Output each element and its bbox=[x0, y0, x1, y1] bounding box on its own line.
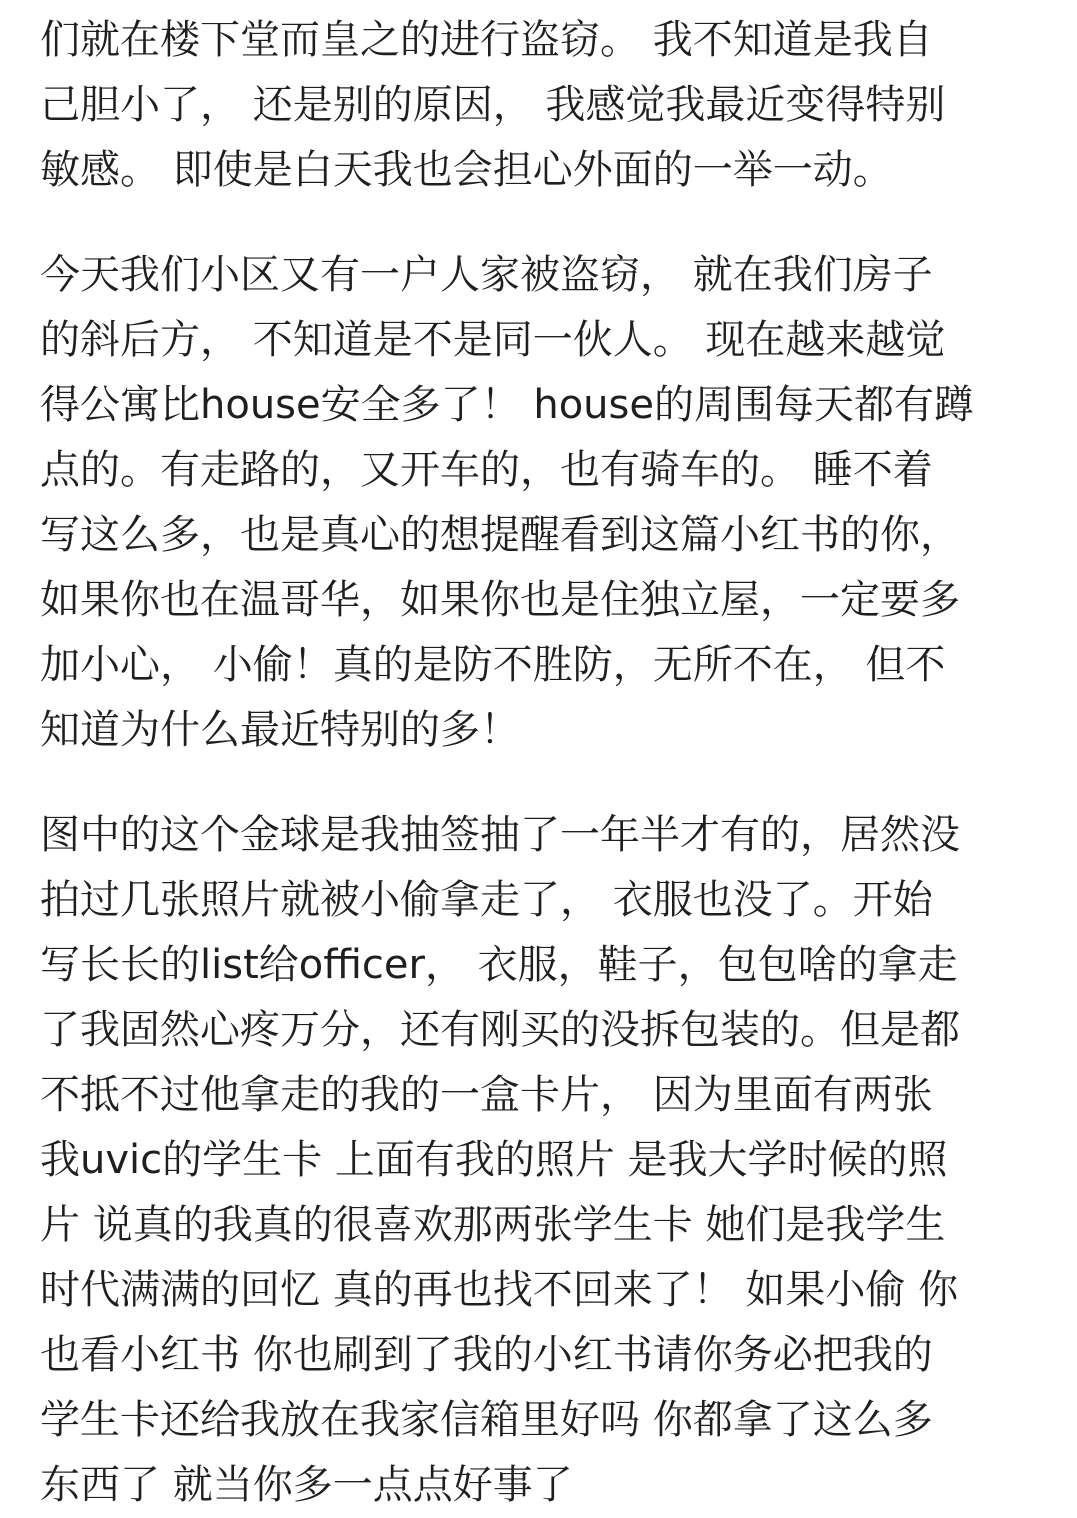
text-line: 拍过几张照片就被小偷拿走了， 衣服也没了。开始 bbox=[40, 877, 933, 923]
text-line: 写这么多，也是真心的想提醒看到这篇小红书的你， bbox=[40, 512, 960, 558]
paragraph-2 bbox=[40, 243, 1047, 763]
text-line: 学生卡还给我放在我家信箱里好吗 你都拿了这么多 bbox=[40, 1397, 933, 1443]
paragraph-3 bbox=[40, 803, 1047, 1518]
paragraph-spacer bbox=[40, 763, 1047, 803]
text-line: 们就在楼下堂而皇之的进行盗窃。 我不知道是我自 bbox=[40, 17, 933, 63]
text-line: 写长长的list给officer， 衣服，鞋子，包包啥的拿走 bbox=[40, 942, 958, 988]
text-line: 如果你也在温哥华，如果你也是住独立屋，一定要多 bbox=[40, 577, 960, 623]
text-line: 片 说真的我真的很喜欢那两张学生卡 她们是我学生 bbox=[40, 1202, 946, 1248]
text-line: 也看小红书 你也刷到了我的小红书请你务必把我的 bbox=[40, 1332, 933, 1378]
paragraph-1 bbox=[40, 8, 1047, 203]
text-line: 得公寓比house安全多了！ house的周围每天都有蹲 bbox=[40, 382, 974, 428]
text-line: 敏感。 即使是白天我也会担心外面的一举一动。 bbox=[40, 147, 893, 193]
text-line: 己胆小了， 还是别的原因， 我感觉我最近变得特别 bbox=[40, 82, 946, 128]
text-line: 不抵不过他拿走的我的一盒卡片， 因为里面有两张 bbox=[40, 1072, 933, 1118]
text-line: 的斜后方， 不知道是不是同一伙人。 现在越来越觉 bbox=[40, 317, 946, 363]
text-line: 加小心， 小偷！真的是防不胜防，无所不在， 但不 bbox=[40, 642, 946, 688]
text-line: 时代满满的回忆 真的再也找不回来了！ 如果小偷 你 bbox=[40, 1267, 959, 1313]
text-line: 图中的这个金球是我抽签抽了一年半才有的，居然没 bbox=[40, 812, 960, 858]
text-line: 东西了 就当你多一点点好事了 bbox=[40, 1462, 573, 1508]
paragraph-spacer bbox=[40, 203, 1047, 243]
text-line: 我uvic的学生卡 上面有我的照片 是我大学时候的照 bbox=[40, 1137, 948, 1183]
text-line: 今天我们小区又有一户人家被盗窃， 就在我们房子 bbox=[40, 252, 933, 298]
text-line: 了我固然心疼万分，还有刚买的没拆包装的。但是都 bbox=[40, 1007, 960, 1053]
text-line: 知道为什么最近特别的多！ bbox=[40, 707, 520, 753]
text-line: 点的。有走路的，又开车的，也有骑车的。 睡不着 bbox=[40, 447, 933, 493]
